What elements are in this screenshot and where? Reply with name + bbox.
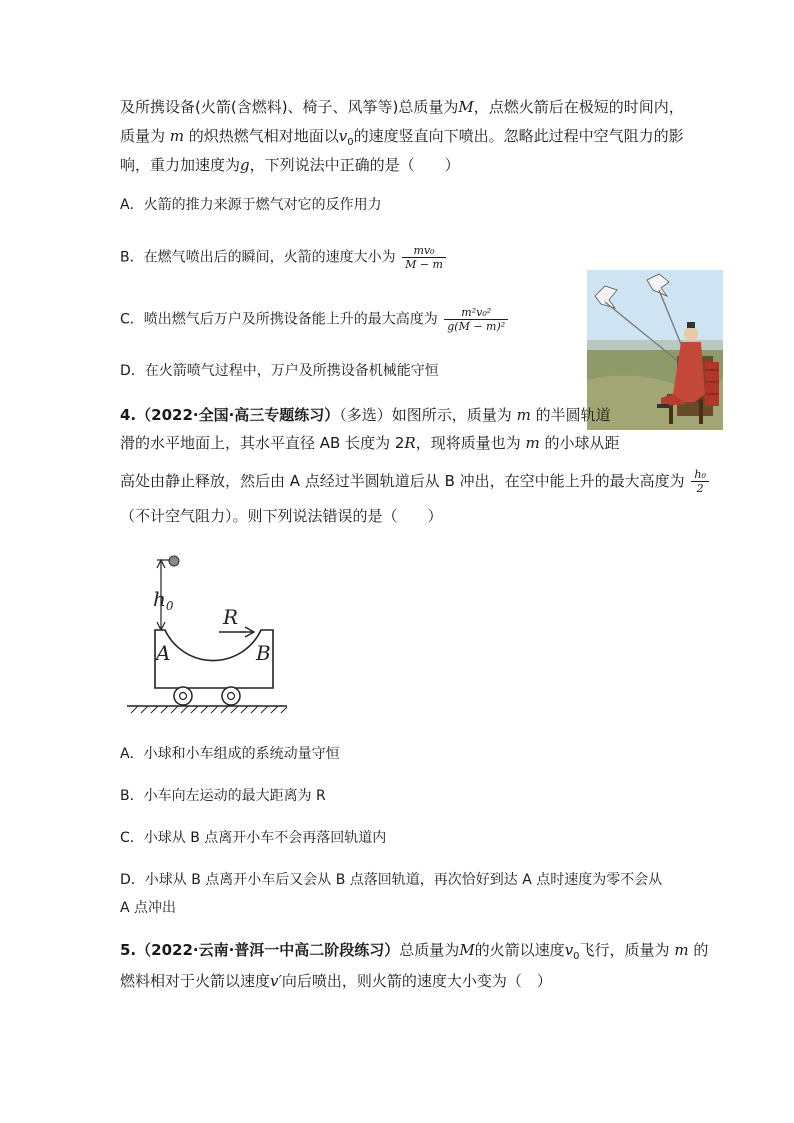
var-M: M	[459, 941, 475, 959]
var-R: R	[404, 434, 416, 452]
text: 总质量为	[399, 941, 460, 959]
wheel-icon	[174, 687, 192, 705]
text: 向后喷出，则火箭的速度大小变为（ ）	[281, 972, 552, 990]
subscript: 0	[573, 951, 580, 962]
q5-line-1	[120, 939, 708, 968]
var-m: m	[169, 127, 185, 145]
text: ，下列说法中正确的是（ ）	[249, 156, 460, 174]
q4-line-3	[120, 468, 711, 495]
text: 质量为	[120, 127, 170, 145]
text: 高处由静止释放，然后由 A 点经过半圆轨道后从 B 冲出，在空中能上升的最大高度为	[120, 472, 685, 490]
var-m: m	[516, 406, 531, 424]
q3-option-c	[120, 306, 510, 333]
text: 及所携设备(火箭(含燃料)、椅子、风筝等)总质量为	[120, 98, 459, 116]
fraction-h0-half	[691, 468, 709, 495]
cart-track-diagram	[125, 550, 295, 720]
q4-option-d-line-1	[120, 869, 662, 891]
text: C．小球从 B 点离开小车不会再落回轨道内	[120, 830, 387, 846]
q3-option-b	[120, 244, 448, 271]
text: A 点冲出	[120, 900, 177, 916]
text: 响，重力加速度为	[120, 156, 241, 174]
text: B．在燃气喷出后的瞬间，火箭的速度大小为	[120, 249, 396, 266]
numerator: m²v₀²	[461, 306, 492, 319]
q4-option-b	[120, 785, 326, 807]
var-g: g	[240, 156, 250, 174]
text: （不计空气阻力）。则下列说法错误的是（ ）	[120, 507, 443, 525]
text: 燃料相对于火箭以速度	[120, 972, 271, 990]
var-v-prime: v′	[270, 972, 282, 990]
label-B: B	[256, 641, 271, 665]
q4-line-1	[120, 404, 611, 426]
text: D．在火箭喷气过程中，万户及所携设备机械能守恒	[120, 363, 439, 379]
text: 的火箭以速度	[474, 941, 565, 959]
text: ，现将质量也为	[415, 434, 526, 452]
numerator: mv₀	[413, 244, 435, 257]
text: 飞行，质量为	[579, 941, 675, 959]
text: A．火箭的推力来源于燃气对它的反作用力	[120, 197, 382, 213]
denominator: g(M − m)²	[444, 319, 508, 333]
subscript: 0	[347, 137, 354, 148]
question-number: 5.	[120, 941, 137, 959]
fraction-b	[402, 244, 446, 271]
q4-line-2	[120, 432, 620, 454]
label-A: A	[156, 641, 171, 665]
q4-line-4	[120, 505, 443, 527]
text: 的	[688, 941, 709, 959]
text: 的半圆轨道	[530, 406, 611, 424]
denominator: 2	[691, 481, 709, 495]
label-R: R	[223, 605, 239, 629]
var-m: m	[674, 941, 689, 959]
var-M: M	[458, 98, 474, 116]
intro-line-3	[120, 154, 460, 176]
q4-option-a	[120, 743, 340, 765]
denominator: M − m	[402, 257, 446, 271]
wheel-icon	[222, 687, 240, 705]
text: 的炽热燃气相对地面以	[184, 127, 339, 145]
intro-line-1	[120, 96, 684, 118]
text: A．小球和小车组成的系统动量守恒	[120, 746, 340, 762]
var-v: v	[564, 941, 574, 959]
question-source: （2022·全国·高三专题练习）	[136, 406, 340, 424]
ball-icon	[169, 556, 179, 566]
fraction-c	[444, 306, 508, 333]
q5-line-2	[120, 970, 552, 992]
text: 的小球从距	[539, 434, 620, 452]
text: B．小车向左运动的最大距离为 R	[120, 788, 326, 804]
text: D．小球从 B 点离开小车后又会从 B 点落回轨道，再次恰好到达 A 点时速度为零不会从	[120, 872, 663, 888]
rockets-icon	[705, 362, 719, 406]
text: 的速度竖直向下喷出。忽略此过程中空气阻力的影	[353, 127, 684, 145]
question-source: （2022·云南·普洱一中高二阶段练习）	[136, 941, 400, 959]
intro-line-2	[120, 125, 684, 154]
text: ，点燃火箭后在极短的时间内，	[473, 98, 684, 116]
ground-hatching	[131, 706, 287, 713]
text: 滑的水平地面上，其水平直径 AB 长度为 2	[120, 434, 405, 452]
text: C．喷出燃气后万户及所携设备能上升的最大高度为	[120, 311, 438, 328]
label-h0: $h_0$	[153, 587, 174, 613]
q3-option-a	[120, 194, 382, 216]
q4-option-c	[120, 827, 386, 849]
text: （多选）如图所示，质量为	[339, 406, 517, 424]
question-number: 4.	[120, 406, 137, 424]
var-v: v	[338, 127, 348, 145]
q3-option-d	[120, 360, 439, 382]
var-m: m	[525, 434, 540, 452]
numerator: h₀	[694, 468, 706, 481]
q4-option-d-line-2	[120, 897, 176, 919]
